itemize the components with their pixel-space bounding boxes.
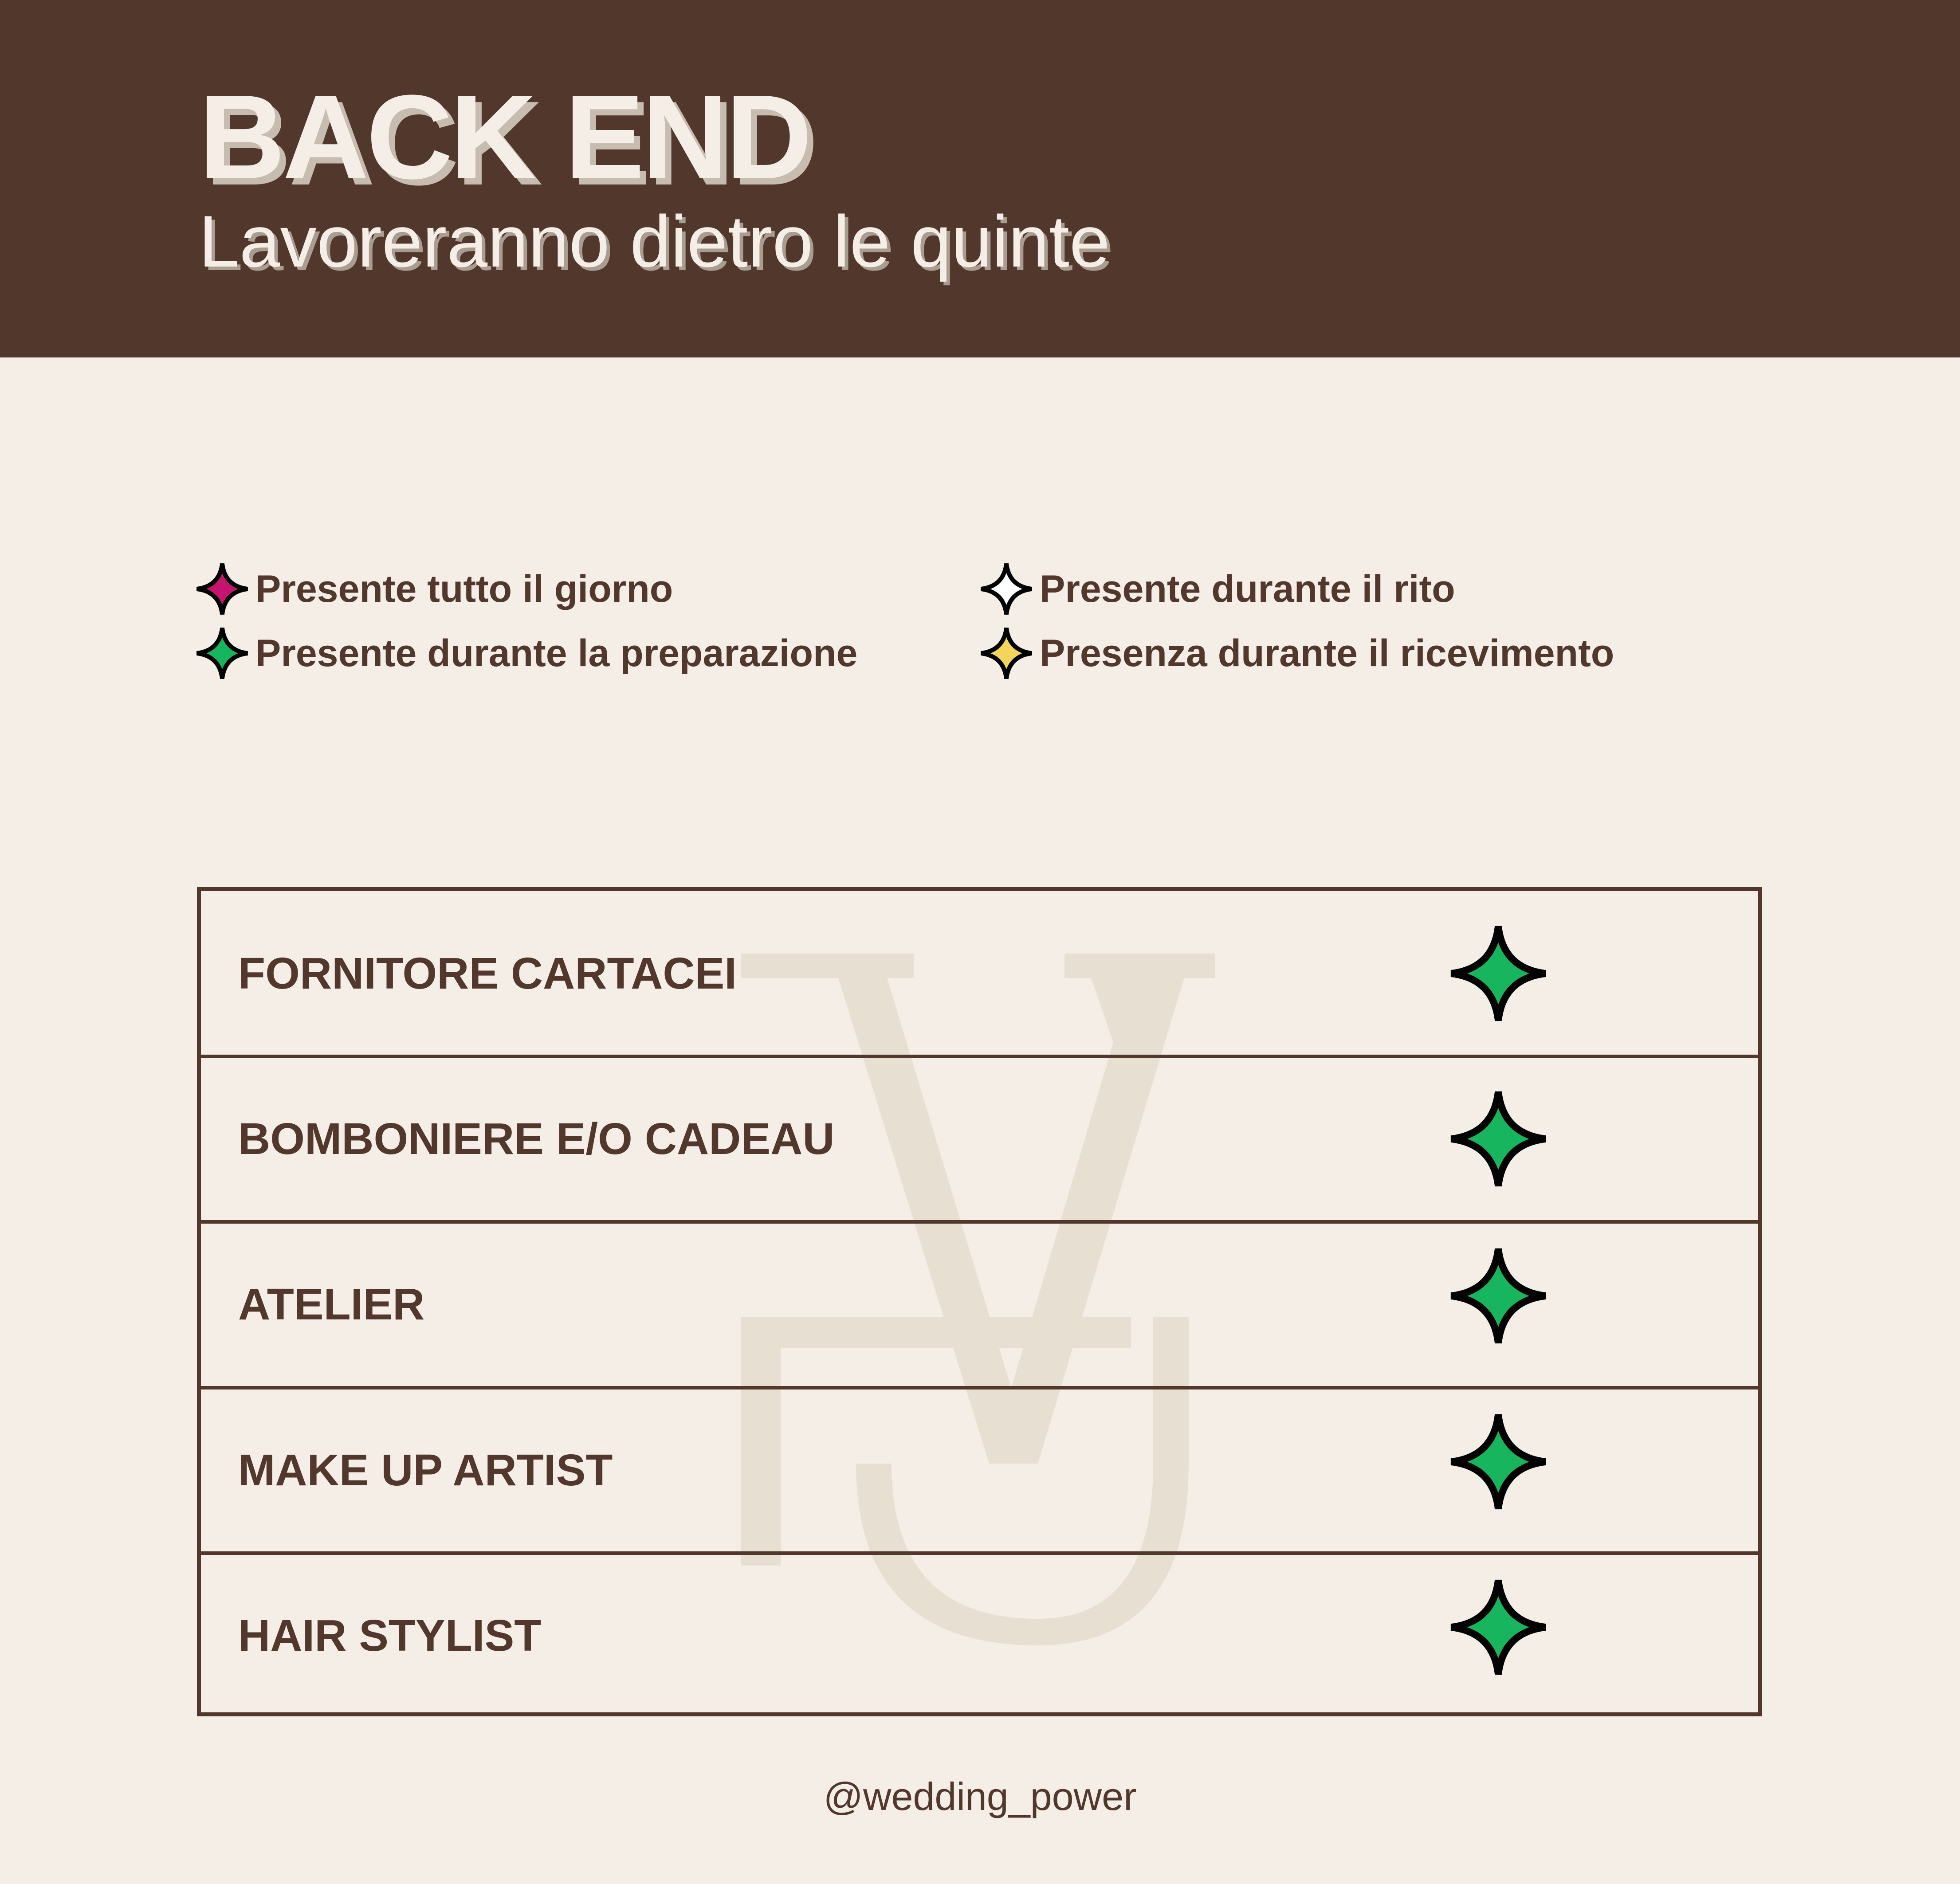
star-green-icon bbox=[1448, 1246, 1548, 1346]
star-magenta-icon bbox=[195, 562, 249, 616]
page-title: BACK END bbox=[199, 71, 810, 204]
star-green-icon bbox=[1448, 1089, 1548, 1189]
table-row bbox=[201, 1551, 1758, 1716]
row-label: HAIR STYLIST bbox=[238, 1610, 542, 1660]
legend-item-all-day bbox=[195, 560, 673, 618]
header-banner bbox=[0, 0, 1960, 357]
star-white-icon bbox=[979, 562, 1033, 616]
vendor-table bbox=[197, 887, 1762, 1716]
row-label: MAKE UP ARTIST bbox=[238, 1445, 613, 1495]
legend-item-preparation bbox=[195, 624, 857, 682]
row-label: FORNITORE CARTACEI bbox=[238, 948, 737, 998]
star-green-icon bbox=[195, 626, 249, 680]
legend-label: Presente tutto il giorno bbox=[255, 567, 673, 610]
row-label: ATELIER bbox=[238, 1279, 425, 1329]
legend-label: Presente durante il rito bbox=[1040, 567, 1455, 610]
row-label: BOMBONIERE E/O CADEAU bbox=[238, 1114, 835, 1164]
legend-item-ceremony bbox=[979, 560, 1455, 618]
legend-label: Presenza durante il ricevimento bbox=[1040, 632, 1614, 675]
star-green-icon bbox=[1448, 1412, 1548, 1512]
legend-item-reception bbox=[979, 624, 1614, 682]
table-row bbox=[201, 1055, 1758, 1220]
star-green-icon bbox=[1448, 923, 1548, 1024]
star-yellow-icon bbox=[979, 626, 1033, 680]
table-row bbox=[201, 1386, 1758, 1551]
star-green-icon bbox=[1448, 1577, 1548, 1677]
page-subtitle: Lavoreranno dietro le quinte bbox=[199, 200, 1110, 282]
table-row bbox=[201, 1220, 1758, 1385]
table-row bbox=[201, 891, 1758, 1056]
legend-label: Presente durante la preparazione bbox=[255, 632, 858, 675]
footer-handle: @wedding_power bbox=[823, 1774, 1137, 1818]
